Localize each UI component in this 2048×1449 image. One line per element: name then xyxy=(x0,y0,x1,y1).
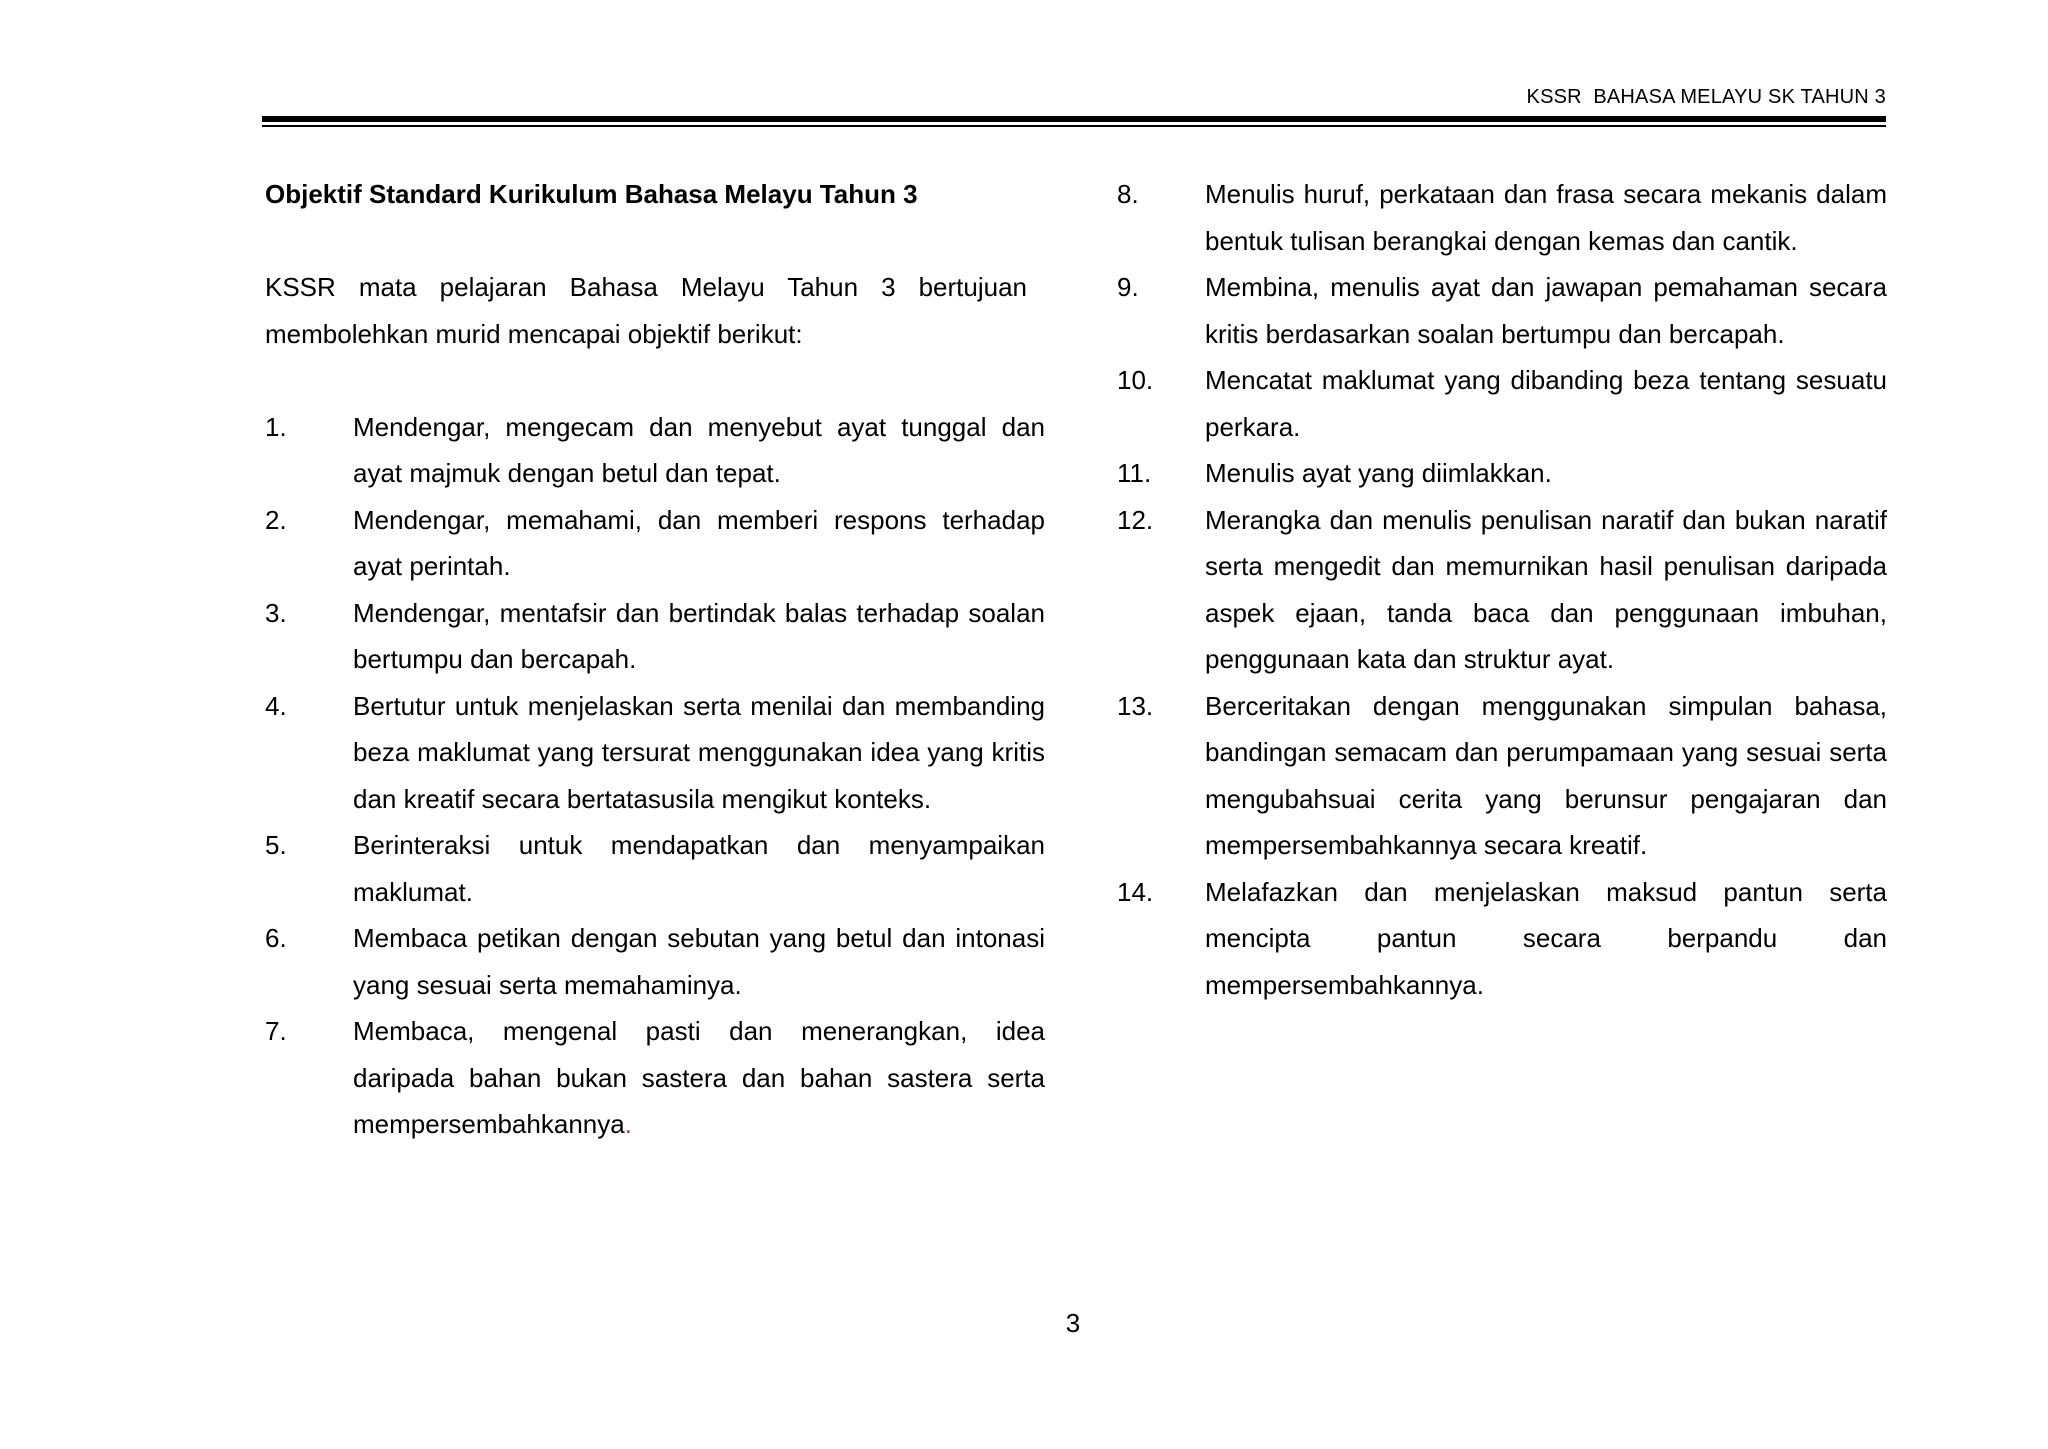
objective-item-10 xyxy=(1117,357,1887,450)
item-text-wrapper xyxy=(353,1008,1045,1148)
item-text: Membaca petikan dengan sebutan yang betul dan intonasi yang sesuai serta memahaminya. xyxy=(353,923,1045,1000)
item-number: 9. xyxy=(1117,272,1139,302)
item-number: 10. xyxy=(1117,365,1154,395)
item-text: Mendengar, mentafsir dan bertindak balas terhadap soalan bertumpu dan bercapah. xyxy=(353,597,1045,674)
item-number: 3. xyxy=(265,597,287,628)
item-number: 13. xyxy=(1117,690,1154,721)
objective-item-3 xyxy=(265,590,1045,683)
objective-item-12 xyxy=(1117,497,1887,683)
page-number: 3 xyxy=(1065,1308,1081,1338)
objective-item-9 xyxy=(1117,264,1887,357)
objective-item-6 xyxy=(265,915,1045,1008)
objective-item-14 xyxy=(1117,869,1887,1009)
objective-item-11 xyxy=(1117,450,1887,497)
item-text: Berinteraksi untuk mendapatkan dan menyampaikan maklumat. xyxy=(353,830,1045,907)
item-number: 12. xyxy=(1117,504,1154,535)
item-text: Melafazkan dan menjelaskan maksud pantun serta mencipta pantun secara berpandu dan mempersembahkannya. xyxy=(1205,876,1887,1000)
right-column xyxy=(1117,171,1887,1008)
item-text: Menulis ayat yang diimlakkan. xyxy=(1205,458,1552,488)
spacer xyxy=(265,357,1045,404)
spacer xyxy=(265,218,1045,265)
left-column xyxy=(265,171,1045,1148)
item-number: 14. xyxy=(1117,876,1154,907)
objective-item-13 xyxy=(1117,683,1887,869)
item-number: 1. xyxy=(265,411,287,442)
item-text: Membina, menulis ayat dan jawapan pemahaman secara kritis berdasarkan soalan bertumpu dan bercapah. xyxy=(1205,272,1887,349)
objective-item-1 xyxy=(265,404,1045,497)
section-title: Objektif Standard Kurikulum Bahasa Melayu Tahun 3 xyxy=(265,179,918,209)
item-text: Membaca, mengenal pasti dan menerangkan, idea daripada bahan bukan sastera dan bahan sastera serta mempersembahkannya xyxy=(353,1016,1045,1139)
item-number: 2. xyxy=(265,504,287,535)
item-number: 11. xyxy=(1117,458,1152,488)
item-text: Bertutur untuk menjelaskan serta menilai dan membanding beza maklumat yang tersurat menggunakan idea yang kritis dan kreatif secara bertatasusila mengikut konteks. xyxy=(353,690,1045,814)
item-text: Merangka dan menulis penulisan naratif dan bukan naratif serta mengedit dan memurnikan hasil penulisan daripada aspek ejaan, tanda baca dan penggunaan imbuhan, penggunaan kata dan struktur ayat. xyxy=(1205,504,1887,674)
objective-item-7 xyxy=(265,1008,1045,1148)
item-text: Berceritakan dengan menggunakan simpulan bahasa, bandingan semacam dan perumpamaan yang sesuai serta mengubahsuai cerita yang berunsur pengajaran dan mempersembahkannya secara kreatif. xyxy=(1205,690,1887,860)
item-number: 8. xyxy=(1117,179,1139,209)
header-rule-thick xyxy=(262,116,1886,122)
item-text: Mencatat maklumat yang dibanding beza tentang sesuatu perkara. xyxy=(1205,365,1887,442)
objective-item-4 xyxy=(265,683,1045,823)
item-number: 5. xyxy=(265,830,287,860)
item-text: Mendengar, memahami, dan memberi respons terhadap ayat perintah. xyxy=(353,504,1045,581)
objective-item-5 xyxy=(265,822,1045,915)
intro-paragraph: KSSR mata pelajaran Bahasa Melayu Tahun 3 bertujuan membolehkan murid mencapai objektif berikut: xyxy=(265,272,1027,349)
red-period: . xyxy=(624,1109,632,1139)
header-rule-thin xyxy=(262,125,1886,127)
objective-item-2 xyxy=(265,497,1045,590)
item-text: Mendengar, mengecam dan menyebut ayat tunggal dan ayat majmuk dengan betul dan tepat. xyxy=(353,411,1045,488)
item-number: 7. xyxy=(265,1016,287,1046)
item-text: Menulis huruf, perkataan dan frasa secara mekanis dalam bentuk tulisan berangkai dengan kemas dan cantik. xyxy=(1205,179,1887,256)
objective-item-8 xyxy=(1117,171,1887,264)
running-header: KSSR BAHASA MELAYU SK TAHUN 3 xyxy=(1526,86,1886,108)
item-number: 4. xyxy=(265,690,287,721)
item-number: 6. xyxy=(265,923,287,953)
